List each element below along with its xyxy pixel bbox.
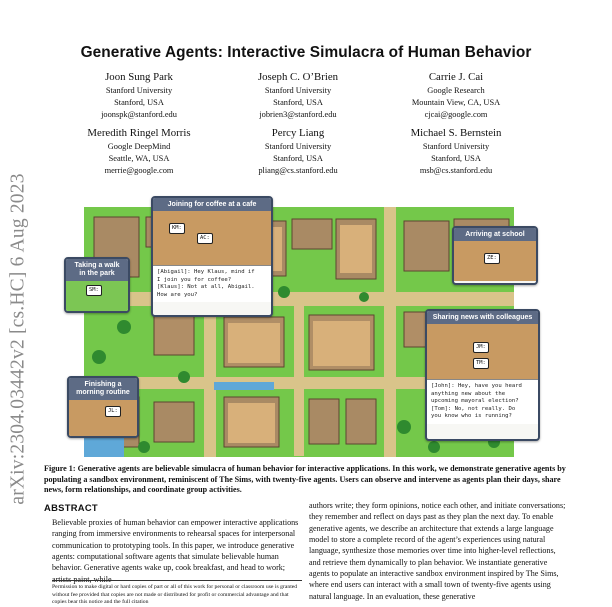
author-affiliation: Stanford University xyxy=(105,86,173,95)
author-email[interactable]: pliang@cs.stanford.edu xyxy=(258,166,338,176)
author-email[interactable]: msb@cs.stanford.edu xyxy=(419,166,493,176)
author-name: Joseph C. O’Brien xyxy=(257,71,339,83)
paper-title: Generative Agents: Interactive Simulacra of Human Behavior xyxy=(80,44,532,61)
speech-bubble: SM: xyxy=(86,285,102,296)
author-block xyxy=(213,70,383,122)
callout-scene xyxy=(153,211,271,265)
callout-title: Joining for coffee at a cafe xyxy=(153,198,271,211)
author-affiliation: Stanford University xyxy=(264,86,332,95)
callout-walk-park xyxy=(64,257,130,313)
callout-joining-coffee xyxy=(151,196,273,317)
callout-morning-routine xyxy=(67,376,139,438)
author-block xyxy=(371,126,541,178)
author-email[interactable]: joonspk@stanford.edu xyxy=(101,110,177,120)
author-email[interactable]: jobrien3@stanford.edu xyxy=(259,110,337,120)
callout-arriving-school xyxy=(452,226,538,285)
conversation-text: [John]: Hey, have you heard anything new about the upcoming mayoral election? [Tom]: No, not really. Do you know who is running? xyxy=(427,379,538,424)
speech-bubble: AC: xyxy=(197,233,213,244)
callout-scene xyxy=(69,400,137,436)
callout-title: Taking a walk in the park xyxy=(66,259,128,281)
author-affiliation: Google Research xyxy=(427,86,485,95)
callout-sharing-news xyxy=(425,309,540,441)
author-block xyxy=(371,70,541,122)
callout-title: Arriving at school xyxy=(454,228,536,241)
author-affiliation: Stanford University xyxy=(422,142,490,151)
author-email[interactable]: cjcai@google.com xyxy=(424,110,488,120)
callout-scene xyxy=(454,241,536,281)
abstract-heading: ABSTRACT xyxy=(44,502,98,513)
arxiv-id: arXiv:2304.03442v2 [cs.HC] 6 Aug 2023 xyxy=(8,172,30,505)
callout-title: Sharing news with colleagues xyxy=(427,311,538,324)
arxiv-stamp xyxy=(4,166,34,511)
author-block xyxy=(213,126,383,178)
callout-scene xyxy=(66,281,128,311)
speech-bubble: JL: xyxy=(105,406,121,417)
speech-bubble: JM: xyxy=(473,342,489,353)
speech-bubble: ZE: xyxy=(484,253,500,264)
callout-scene xyxy=(427,324,538,379)
conversation-text: [Abigail]: Hey Klaus, mind if I join you for coffee? [Klaus]: Not at all, Abigail. How are you? xyxy=(153,265,271,302)
callout-title: Finishing a morning routine xyxy=(69,378,137,400)
permission-notice: Permission to make digital or hard copies of part or all of this work for personal or classroom use is granted without fee provided that copies are not made or distributed for profit or commercial advantage and that copies bear this notice and the full citation xyxy=(52,580,302,607)
author-location: Stanford, USA xyxy=(273,98,323,108)
author-affiliation: Google DeepMind xyxy=(107,142,171,151)
author-location: Stanford, USA xyxy=(273,154,323,164)
author-affiliation: Stanford University xyxy=(264,142,332,151)
abstract-text-right: authors write; they form opinions, notice each other, and initiate conversations; they remember and reflect on days past as they plan the next day. To enable generative agents, we describe an architecture that extends a large language model to store a complete record of the agent’s experiences using natural language, synthesize those memories over time into higher-level reflections, and retrieve them dynamically to plan behavior. We instantiate generative agents to populate an interactive sandbox environment inspired by The Sims, where end users can interact with a small town of twenty-five agents using natural language. In an evaluation, these generative xyxy=(309,501,566,601)
figure-caption: Figure 1: Generative agents are believable simulacra of human behavior for interactive applications. In this work, we demonstrate generative agents by populating a sandbox environment, reminiscent of The Sims, with twenty-five agents. Users can observe and intervene as agents plan their days, share news, form relationships, and coordinate group activities. xyxy=(44,464,566,495)
author-location: Stanford, USA xyxy=(431,154,481,164)
author-location: Stanford, USA xyxy=(114,98,164,108)
author-email[interactable]: merrie@google.com xyxy=(104,166,174,176)
author-block xyxy=(54,126,224,178)
speech-bubble: TM: xyxy=(473,358,489,369)
abstract-text-left: Believable proxies of human behavior can empower interactive applications ranging from immersive environments to rehearsal spaces for interpersonal communication to prototyping tools. In this paper, we introduce generative agents: computational software agents that simulate believable human behavior. Generative agents wake up, cook breakfast, and head to work; artists paint, while xyxy=(52,518,299,584)
author-block xyxy=(54,70,224,122)
author-name: Carrie J. Cai xyxy=(428,71,484,83)
author-location: Seattle, WA, USA xyxy=(108,154,170,164)
author-location: Mountain View, CA, USA xyxy=(411,98,501,108)
speech-bubble: KM: xyxy=(169,223,185,234)
author-name: Percy Liang xyxy=(271,127,325,139)
author-name: Michael S. Bernstein xyxy=(410,127,502,139)
author-name: Meredith Ringel Morris xyxy=(87,127,191,139)
author-name: Joon Sung Park xyxy=(105,71,173,83)
